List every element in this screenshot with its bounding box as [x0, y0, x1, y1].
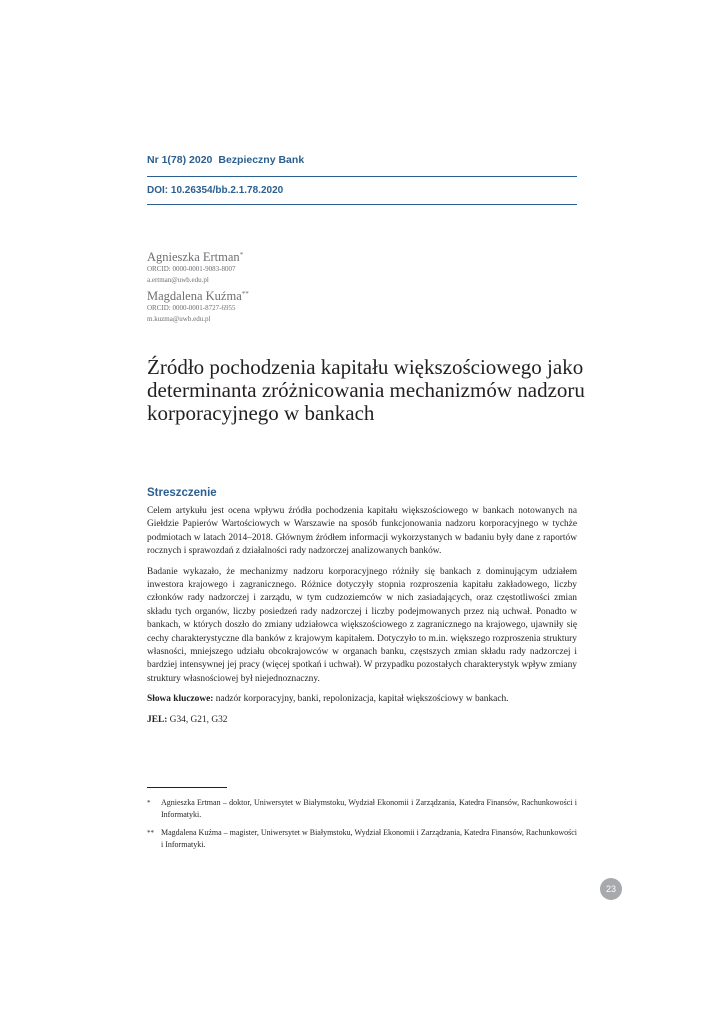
author-orcid: ORCID: 0000-0001-9083-8007 [147, 265, 236, 273]
doi: DOI: 10.26354/bb.2.1.78.2020 [147, 185, 284, 196]
keywords-text: nadzór korporacyjny, banki, repolonizacja, kapitał większościowy w bankach. [215, 694, 509, 705]
abstract-heading: Streszczenie [147, 487, 217, 499]
author-footnote-mark: ** [241, 290, 249, 298]
article-title: Źródło pochodzenia kapitału większościowego jako determinanta zróżnicowania mechanizmów nadzoru korporacyjnego w bankach [147, 355, 585, 425]
page-number: 23 [600, 878, 622, 900]
abstract-body [147, 505, 577, 734]
footnote-text: Agnieszka Ertman – doktor, Uniwersytet w Białymstoku, Wydział Ekonomii i Zarządzania, Katedra Finansów, Rachunkowości i Informatyki. [161, 798, 577, 819]
footnote-mark: * [147, 799, 151, 807]
journal-title: Bezpieczny Bank [218, 154, 305, 166]
keywords-label: Słowa kluczowe: [147, 694, 214, 705]
jel-label: JEL: [147, 714, 168, 725]
journal-line [147, 154, 577, 166]
author-footnote-mark: * [239, 251, 244, 259]
author-1 [147, 250, 249, 286]
issue-number: Nr 1(78) 2020 [147, 154, 213, 166]
abstract-paragraph: Badanie wykazało, że mechanizmy nadzoru korporacyjnego różniły się bankach z dominującym udziałem inwestora krajowego i zagranicznego. Różnice dotyczyły stopnia rozproszenia kapitału zakładowego, liczby członków rady nadzorczej i zarządu, w tym cudzoziemców w nich zasiadających, oraz częstotliwości zmian składu tych organów, liczby posiedzeń rady nadzorczej i liczby podejmowanych przez nią uchwał. Ponadto w bankach, w których doszło do zmiany udziałowca większościowego z zagranicznego na krajowego, ujawniły się cechy charakterystyczne dla banków z krajowym kapitałem. Dotyczyło to m.in. większego rozproszenia struktury własności, mniejszego udziału obcokrajowców w organach banku, częstszych zmian składu rady nadzorczej i bardziej intensywnej jej pracy (więcej spotkań i uchwał). W przypadku pozostałych charakterystyk wpływ zmiany struktury własnościowej był niejednoznaczny. [147, 566, 577, 684]
authors-block [147, 250, 249, 325]
footnote [147, 797, 577, 821]
journal-header [147, 154, 577, 166]
author-email: m.kuzma@uwb.edu.pl [147, 315, 211, 323]
footnotes [147, 797, 577, 857]
jel-codes [147, 714, 577, 727]
author-orcid: ORCID: 0000-0001-8727-6955 [147, 304, 236, 312]
header-rule [147, 176, 577, 177]
footnote-mark: ** [147, 829, 154, 837]
footnote-rule [147, 787, 227, 788]
author-name: Magdalena Kuźma [147, 289, 242, 303]
author-2 [147, 289, 249, 325]
author-name: Agnieszka Ertman [147, 250, 240, 264]
footnote [147, 827, 577, 851]
jel-text: G34, G21, G32 [169, 714, 228, 725]
abstract-paragraph: Celem artykułu jest ocena wpływu źródła pochodzenia kapitału większościowego w bankach notowanych na Giełdzie Papierów Wartościowych w Warszawie na sposób funkcjonowania nadzoru korporacyjnego w tychże podmiotach w latach 2014–2018. Głównym źródłem informacji wykorzystanych w badaniu były dane z raportów rocznych i sprawozdań z działalności rady nadzorczej analizowanych banków. [147, 506, 577, 557]
doi-rule [147, 204, 577, 205]
keywords [147, 693, 577, 706]
author-email: a.ertman@uwb.edu.pl [147, 276, 209, 284]
footnote-text: Magdalena Kuźma – magister, Uniwersytet w Białymstoku, Wydział Ekonomii i Zarządzania, Katedra Finansów, Rachunkowości i Informatyki. [161, 828, 577, 849]
